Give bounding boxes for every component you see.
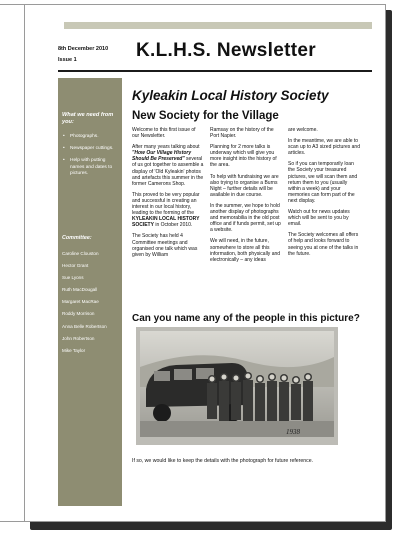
group-photograph: [136, 327, 338, 445]
list-item: Anna Belle Robertson: [62, 323, 107, 329]
article-column-3: [288, 127, 360, 262]
list-item: Margaret MacRae: [62, 299, 99, 305]
society-name: Kyleakin Local History Society: [132, 88, 329, 103]
issue-number: Issue 1: [58, 57, 77, 63]
photo-question: Can you name any of the people in this picture?: [132, 313, 360, 324]
list-item: Hector Grant: [62, 263, 89, 269]
paragraph: After many years talking about "How Our Village History Should Be Preserved" several of us got together to assemble a display of 'Old Kyleakin' photos and artefacts this summer in the former Camerons Shop.: [132, 144, 204, 187]
paragraph: Welcome to this first issue of our Newsletter.: [132, 127, 196, 140]
newsletter-title: K.L.H.S. Newsletter: [136, 40, 316, 61]
paragraph: In the summer, we hope to hold another display of photographs and memorabilia in the old post office and if funds permit, set up a website.: [210, 202, 281, 234]
list-item: Sue Lyons: [62, 275, 84, 281]
photo-year: 1938: [286, 428, 300, 436]
title-rule: [58, 70, 372, 72]
list-item: • Newspaper cuttings.: [62, 146, 118, 152]
paragraph: Planning for 2 more talks is underway which will give you more insight into the history of the area.: [210, 144, 277, 169]
paragraph: In the meantime, we are able to scan up to A3 sized pictures and articles.: [288, 138, 360, 157]
paragraph: Watch out for news updates which will be sent to you by email.: [288, 209, 350, 228]
committee-list: [62, 251, 118, 354]
sidebar: [58, 78, 122, 506]
paragraph: Ramsay on the history of the Port Napier.: [210, 127, 274, 140]
needs-heading: What we need from you:: [62, 112, 114, 125]
list-item: Roddy Morrison: [62, 311, 95, 317]
header-bar: [64, 22, 372, 29]
photo-caption: If so, we would like to keep the details with the photograph for future reference.: [132, 458, 314, 464]
list-item: Ruth MacDougall: [62, 287, 98, 293]
list-item: John Robertson: [62, 335, 95, 341]
needs-list: [62, 134, 118, 177]
list-item: Caroline Clouston: [62, 251, 99, 257]
paragraph: So if you can temporarily loan the Society your treasured pictures, we will scan them and return them to you (usually within a week) and your memories can form part of the next display.: [288, 161, 358, 204]
paragraph: The Society has held 4 Committee meetings and organised one talk which was given by William: [132, 233, 198, 258]
list-item: • Help with putting names and dates to pictures.: [62, 158, 118, 177]
paragraph: This proved to be very popular and successful in creating an interest in our local history, leading to the forming of the KYLEAKIN LOCAL HISTORY SOCIETY in October 2010.: [132, 191, 200, 229]
paragraph: are welcome.: [288, 127, 318, 133]
article-headline: New Society for the Village: [132, 110, 279, 122]
issue-date: 8th December 2010: [58, 46, 109, 52]
article-column-2: [210, 127, 282, 268]
article-column-1: [132, 127, 204, 263]
list-item: • Photographs.: [62, 134, 118, 140]
committee-heading: Committee:: [62, 235, 92, 242]
list-item: Mike Taylor: [62, 347, 86, 353]
paragraph: To help with fundraising we are also trying to organise a Burns Night – further details will be available in due course.: [210, 173, 279, 198]
paragraph: We will need, in the future, somewhere to store all this information, both physically and electronically – any ideas: [210, 238, 281, 263]
paragraph: The Society welcomes all offers of help and looks forward to seeing you at one of the talks in the future.: [288, 232, 359, 257]
